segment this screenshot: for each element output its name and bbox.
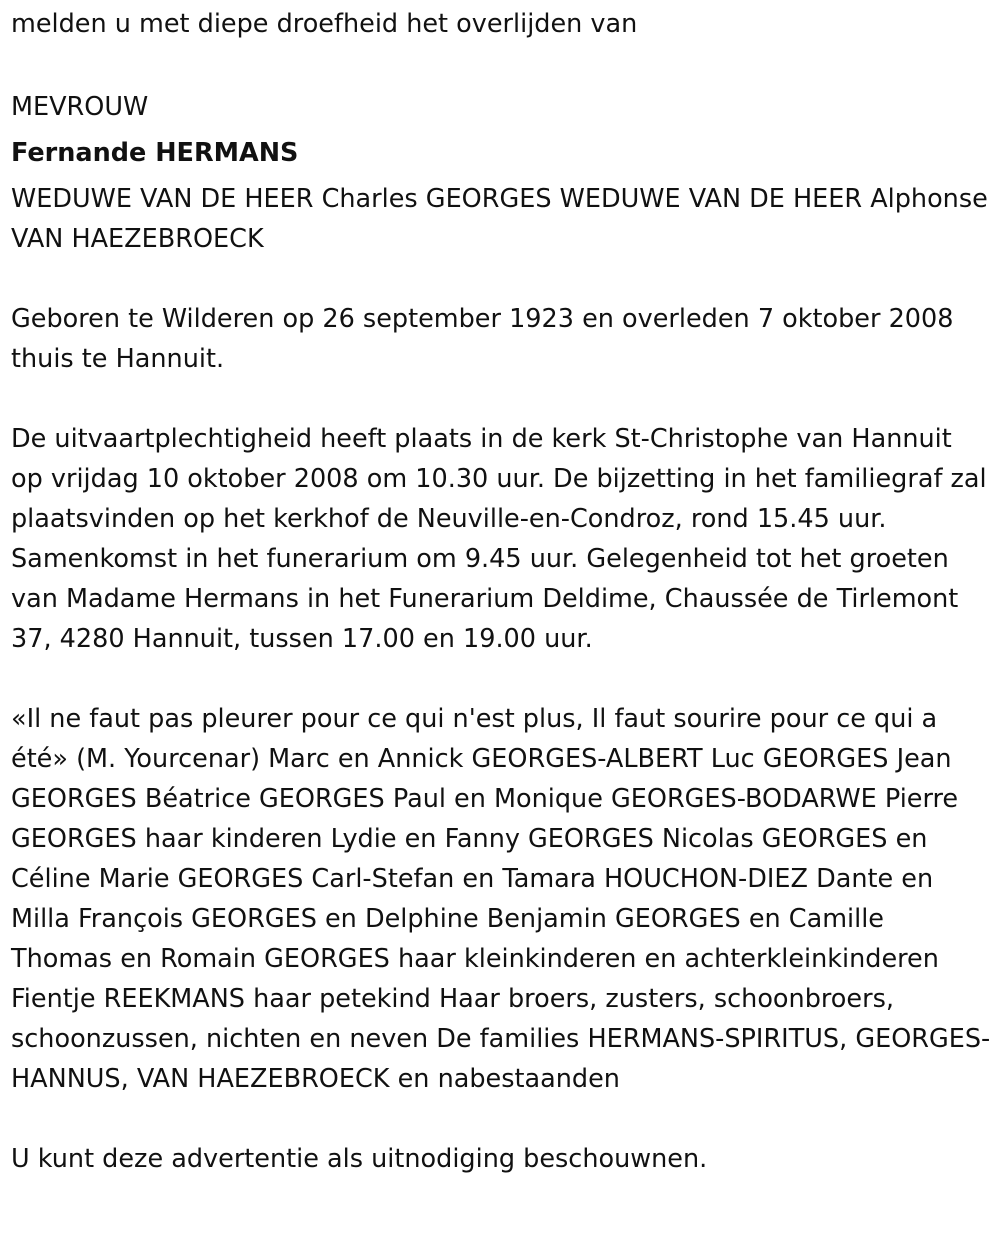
- title-text: MEVROUW: [11, 92, 149, 122]
- widow-text: WEDUWE VAN DE HEER Charles GEORGES WEDUWE VAN DE HEER Alphonse VAN HAEZEBROECK: [11, 184, 988, 254]
- closing-text: U kunt deze advertentie als uitnodiging beschouwnen.: [11, 1144, 708, 1174]
- obituary-notice: [11, 4, 991, 1179]
- spacer: [11, 1099, 991, 1139]
- family-text: «Il ne faut pas pleurer pour ce qui n'est plus, Il faut sourire pour ce qui a été» (M. Yourcenar) Marc en Annick GEORGES-ALBERT Luc GEORGES Jean GEORGES Béatrice GEORGES Paul en Monique GEORGES-BODARWE Pierre GEORGES haar kinderen Lydie en Fanny GEORGES Nicolas GEORGES en Céline Marie GEORGES Carl-Stefan en Tamara HOUCHON-DIEZ Dante en Milla François GEORGES en Delphine Benjamin GEORGES en Camille Thomas en Romain GEORGES haar kleinkinderen en achterkleinkinderen Fientje REEKMANS haar petekind Haar broers, zusters, schoonbroers, schoonzussen, nichten en neven De families HERMANS-SPIRITUS, GEORGES-HANNUS, VAN HAEZEBROECK en nabestaanden: [11, 704, 991, 1094]
- spacer: [11, 44, 991, 84]
- spacer: [11, 259, 991, 299]
- ceremony-text: De uitvaartplechtigheid heeft plaats in de kerk St-Christophe van Hannuit op vrijdag 10 oktober 2008 om 10.30 uur. De bijzetting in het familiegraf zal plaatsvinden op het kerkhof de Neuville-en-Condroz, rond 15.45 uur. Samenkomst in het funerarium om 9.45 uur. Gelegenheid tot het groeten van Madame Hermans in het Funerarium Deldime, Chaussée de Tirlemont 37, 4280 Hannuit, tussen 17.00 en 19.00 uur.: [11, 424, 987, 654]
- deceased-name: Fernande HERMANS: [11, 138, 299, 168]
- intro-text: melden u met diepe droefheid het overlijden van: [11, 9, 638, 39]
- spacer: [11, 659, 991, 699]
- spacer: [11, 379, 991, 419]
- birth-death-text: Geboren te Wilderen op 26 september 1923 en overleden 7 oktober 2008 thuis te Hannuit.: [11, 304, 954, 374]
